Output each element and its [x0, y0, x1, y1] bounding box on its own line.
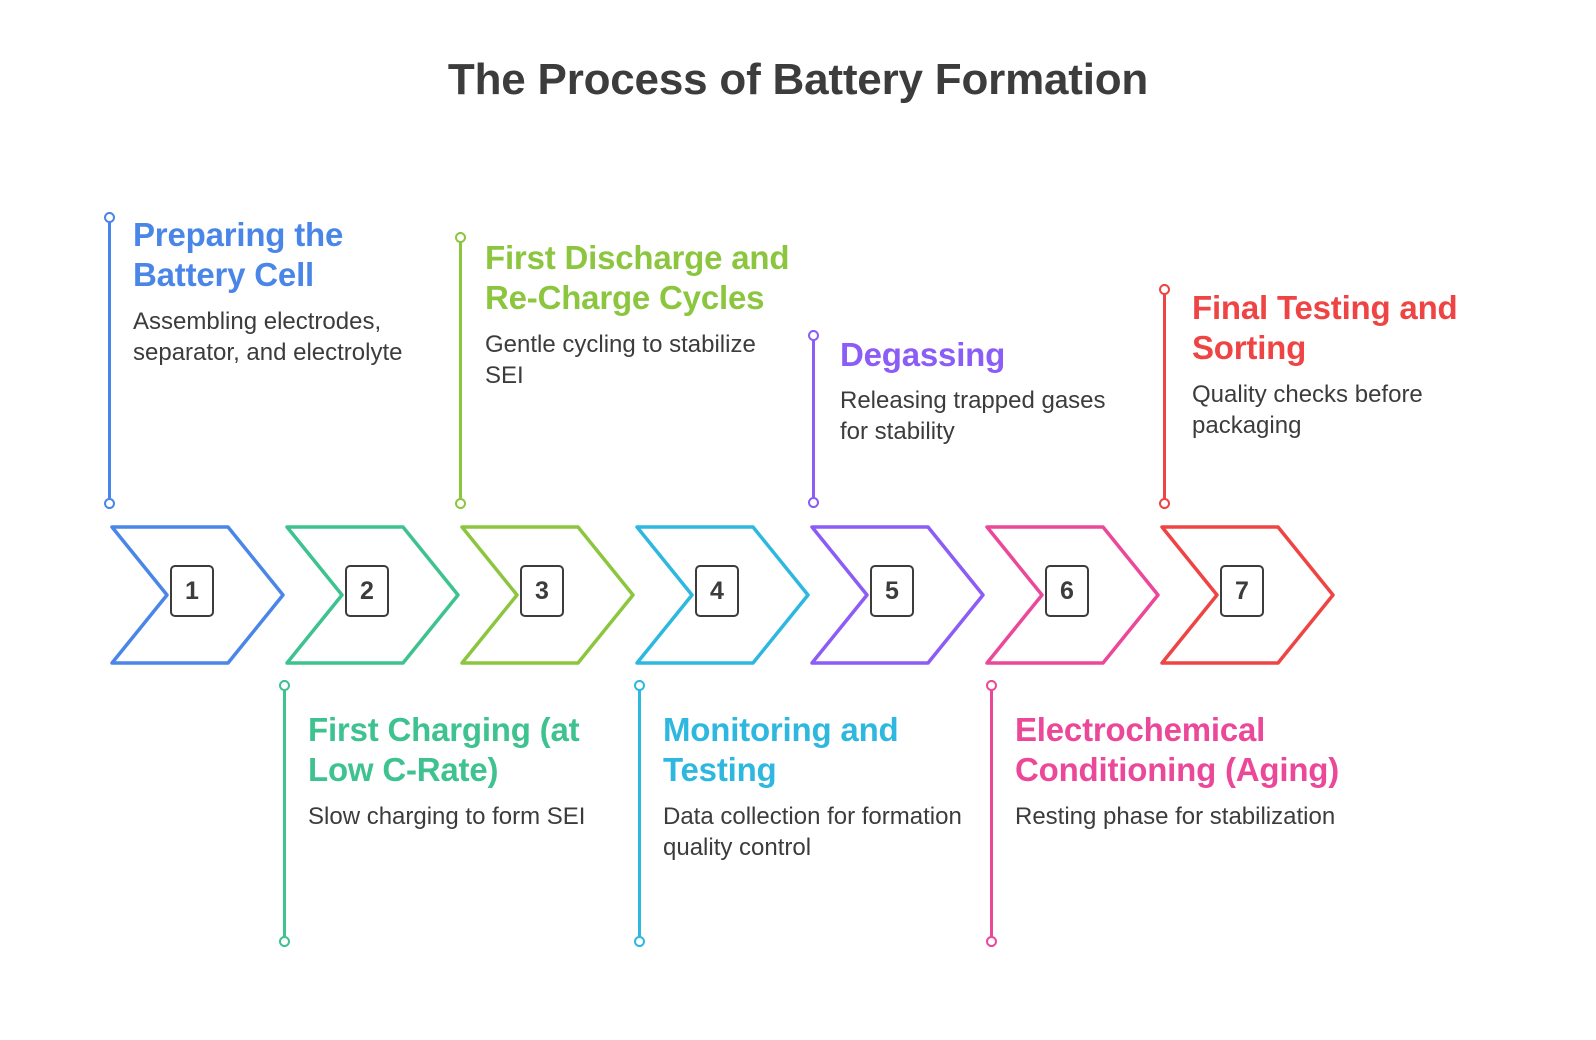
step-text-7 [1192, 288, 1482, 441]
step-number-2: 2 [345, 565, 389, 617]
step-text-6 [1015, 710, 1355, 832]
step-description-7: Quality checks before packaging [1192, 380, 1423, 439]
connector-step-2 [283, 680, 286, 947]
connector-dot-icon [634, 680, 645, 691]
step-heading-6: Electrochemical Conditioning (Aging) [1015, 711, 1340, 789]
connector-dot-icon [279, 936, 290, 947]
step-heading-3: First Discharge and Re-Charge Cycles [485, 239, 790, 317]
step-number-6: 6 [1045, 565, 1089, 617]
connector-dot-icon [455, 498, 466, 509]
connector-step-7 [1163, 284, 1166, 509]
connector-dot-icon [1159, 284, 1170, 295]
connector-dot-icon [279, 680, 290, 691]
step-number-3: 3 [520, 565, 564, 617]
step-text-2 [308, 710, 598, 832]
step-description-6: Resting phase for stabilization [1015, 802, 1336, 830]
step-heading-7: Final Testing and Sorting [1192, 289, 1458, 367]
step-heading-4: Monitoring and Testing [663, 711, 899, 789]
step-description-4: Data collection for formation quality control [663, 802, 962, 861]
step-number-1: 1 [170, 565, 214, 617]
connector-step-6 [990, 680, 993, 947]
step-description-2: Slow charging to form SEI [308, 802, 586, 830]
connector-dot-icon [1159, 498, 1170, 509]
step-number-7: 7 [1220, 565, 1264, 617]
step-description-1: Assembling electrodes, separator, and electrolyte [133, 307, 403, 366]
connector-dot-icon [104, 212, 115, 223]
connector-step-4 [638, 680, 641, 947]
step-text-5 [840, 335, 1130, 448]
step-heading-2: First Charging (at Low C-Rate) [308, 711, 580, 789]
connector-dot-icon [986, 936, 997, 947]
step-description-5: Releasing trapped gases for stability [840, 387, 1106, 446]
connector-dot-icon [455, 232, 466, 243]
step-heading-1: Preparing the Battery Cell [133, 216, 344, 294]
connector-dot-icon [808, 497, 819, 508]
step-number-5: 5 [870, 565, 914, 617]
connector-dot-icon [808, 330, 819, 341]
connector-step-1 [108, 212, 111, 509]
step-heading-5: Degassing [840, 336, 1006, 373]
step-text-1 [133, 215, 433, 368]
step-text-4 [663, 710, 963, 863]
step-text-3 [485, 238, 790, 391]
connector-dot-icon [104, 498, 115, 509]
page-title: The Process of Battery Formation [447, 55, 1149, 104]
connector-dot-icon [986, 680, 997, 691]
step-number-4: 4 [695, 565, 739, 617]
connector-step-3 [459, 232, 462, 509]
connector-step-5 [812, 330, 815, 508]
connector-dot-icon [634, 936, 645, 947]
step-description-3: Gentle cycling to stabilize SEI [485, 330, 756, 389]
